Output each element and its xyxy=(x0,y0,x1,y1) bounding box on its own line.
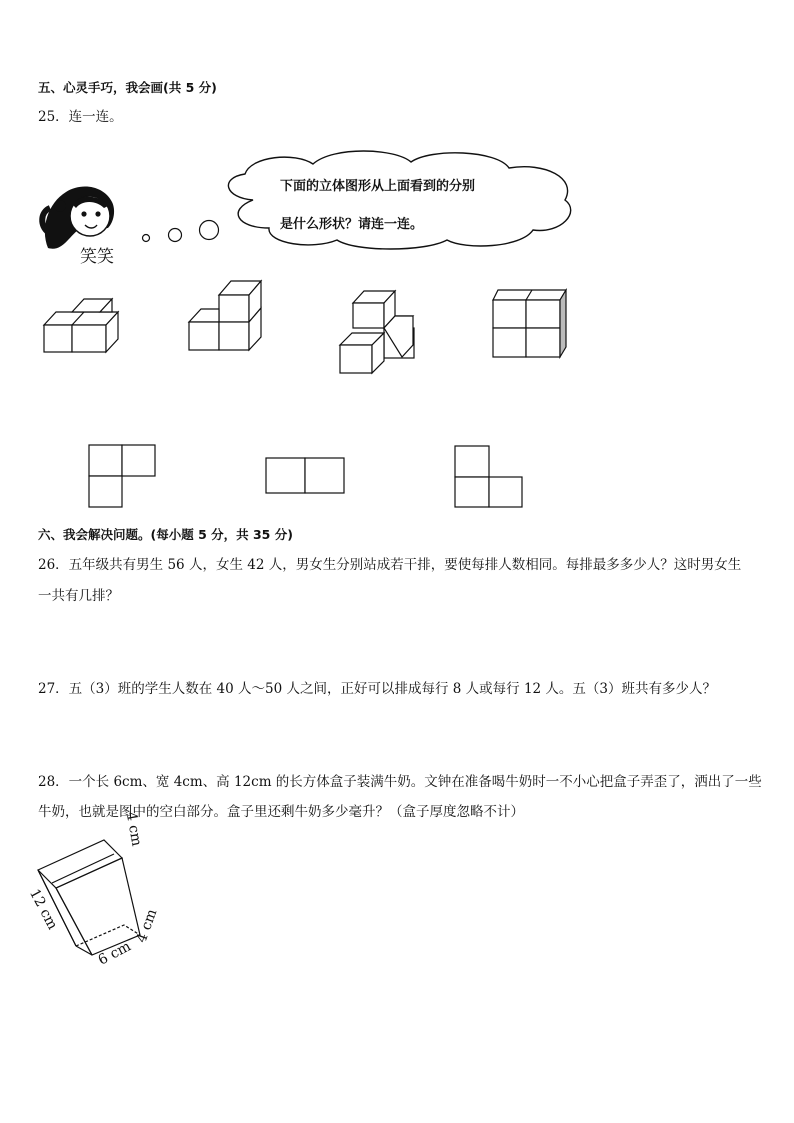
character-name: 笑笑 xyxy=(80,247,114,267)
tilted-box-figure xyxy=(26,810,170,980)
label-bottom-6cm: 6 cm xyxy=(95,938,134,969)
question-25: 25．连一连。 xyxy=(38,109,123,125)
label-right-4cm: 4 cm xyxy=(133,907,161,945)
solid-figure-4 xyxy=(493,290,566,357)
top-view-2 xyxy=(266,458,344,493)
question-28-line-2: 牛奶，也就是图中的空白部分。盒子里还剩牛奶多少毫升？（盒子厚度忽略不计） xyxy=(38,804,524,820)
label-top-4cm: 4 cm xyxy=(122,810,145,848)
bubble-line-2: 是什么形状？请连一连。 xyxy=(280,217,424,232)
section-6-title: 六、我会解决问题。(每小题 5 分，共 35 分) xyxy=(38,527,293,542)
top-view-1 xyxy=(89,445,155,507)
top-view-3 xyxy=(455,446,522,507)
solid-figure-1 xyxy=(44,299,118,352)
question-26-line-2: 一共有几排？ xyxy=(38,588,119,604)
solid-figure-2 xyxy=(189,281,261,350)
bubble-line-1: 下面的立体图形从上面看到的分别 xyxy=(280,179,476,194)
label-left-12cm: 12 cm xyxy=(26,886,61,933)
question-27: 27．五（3）班的学生人数在 40 人～50 人之间，正好可以排成每行 8 人或每行 12 人。五（3）班共有多少人？ xyxy=(38,681,717,697)
question-28-line-1: 28．一个长 6cm、宽 4cm、高 12cm 的长方体盒子装满牛奶。文钟在准备喝牛奶时一不小心把盒子弄歪了，洒出了一些 xyxy=(38,774,762,790)
solid-figure-3 xyxy=(340,291,414,373)
section-5-title: 五、心灵手巧，我会画(共 5 分) xyxy=(38,80,217,95)
question-26-line-1: 26．五年级共有男生 56 人，女生 42 人，男女生分别站成若干排，要使每排人数相同。每排最多多少人？这时男女生 xyxy=(38,557,742,573)
